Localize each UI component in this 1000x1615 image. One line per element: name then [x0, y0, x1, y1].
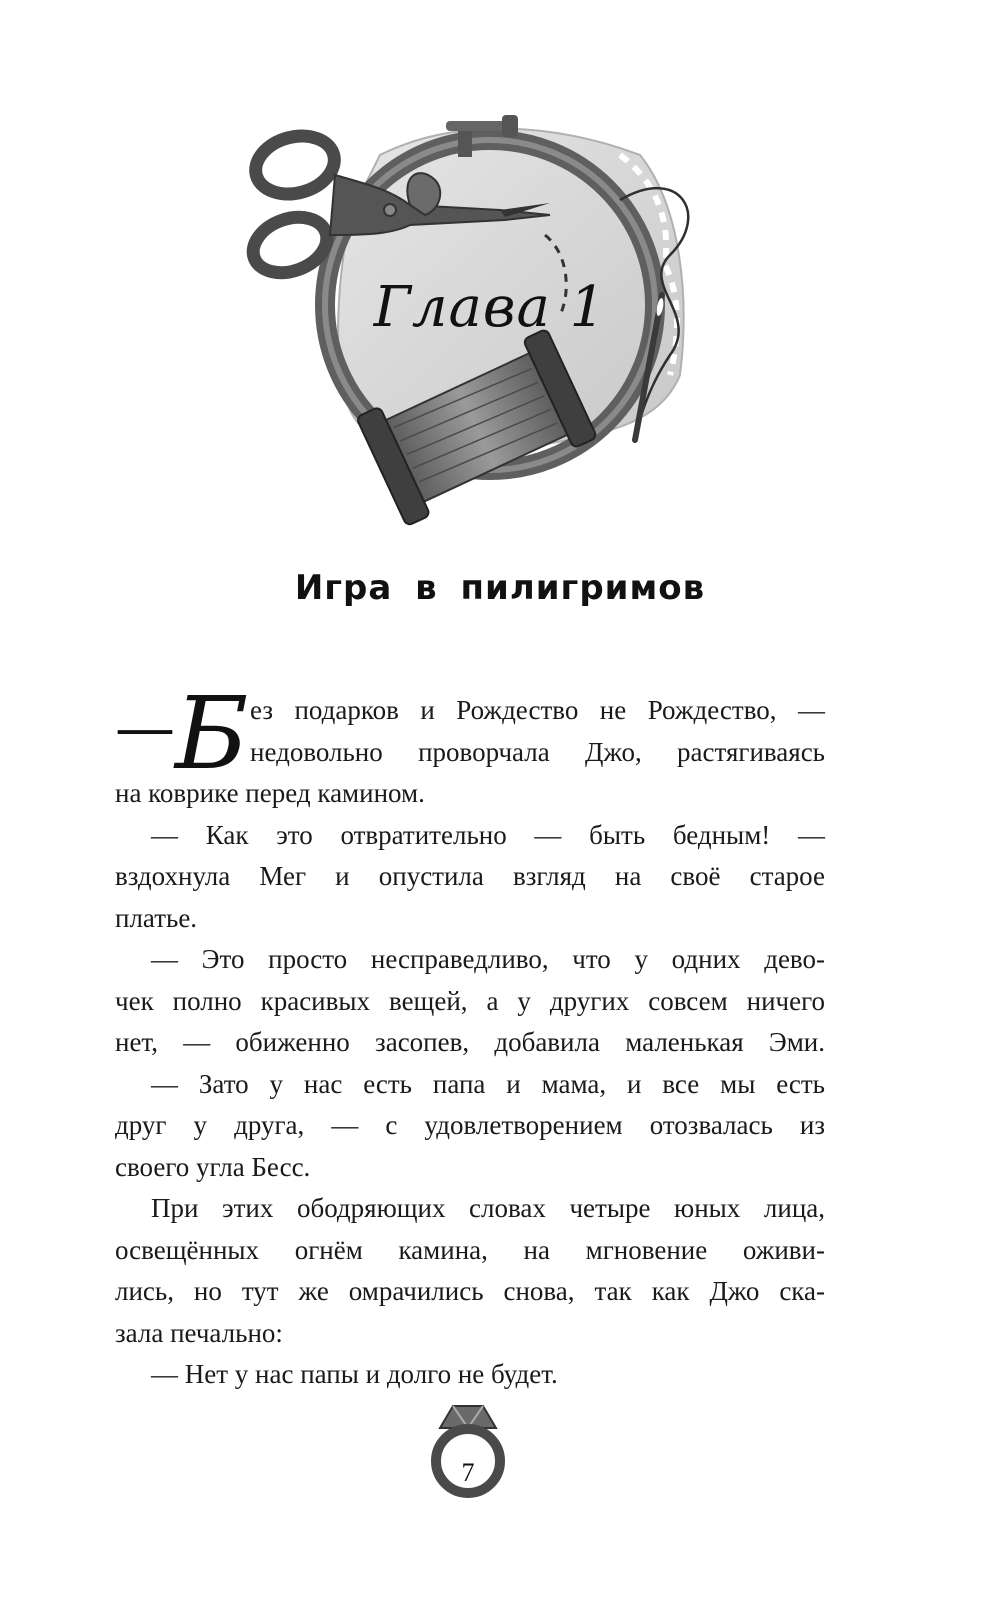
text-line: лись, но тут же омрачились снова, так как Джо ска-	[115, 1276, 825, 1306]
body-text	[115, 675, 825, 1396]
text-line: вздохнула Мег и опустила взгляд на своё старое	[115, 861, 825, 891]
text-line: ез подарков и Рождество не Рождество, —	[250, 695, 825, 725]
text-line: на коврике перед камином.	[115, 778, 425, 808]
text-line: — Как это отвратительно — быть бедным! —	[151, 819, 825, 850]
drop-cap	[115, 675, 249, 792]
text-line: платье.	[115, 902, 198, 933]
text-line: недовольно проворчала Джо, растягиваясь	[250, 736, 825, 767]
text-line: друг у друга, — с удовлетворением отозвалась из	[115, 1110, 825, 1140]
text-line: — Зато у нас есть папа и мама, и все мы есть	[151, 1068, 825, 1099]
drop-cap-dash: —	[115, 693, 175, 763]
text-line: нет, — обиженно засопев, добавила маленькая Эми.	[115, 1027, 825, 1057]
chapter-title: Игра в пилигримов	[294, 568, 706, 608]
page-number: 7	[461, 1458, 475, 1487]
text-line: чек полно красивых вещей, а у других совсем ничего	[115, 985, 825, 1016]
text-line: При этих ободряющих словах четыре юных лица,	[151, 1193, 825, 1223]
text-line: зала печально:	[115, 1317, 283, 1348]
text-line: — Это просто несправедливо, что у одних дево-	[151, 944, 825, 974]
text-line: освещённых огнём камина, на мгновение оживи-	[115, 1234, 825, 1265]
drop-cap-letter: Б	[175, 675, 249, 792]
chapter-number-label: Глава 1	[373, 275, 607, 340]
text-line: своего угла Бесс.	[115, 1151, 311, 1182]
text-line: — Нет у нас папы и долго не будет.	[151, 1359, 558, 1389]
